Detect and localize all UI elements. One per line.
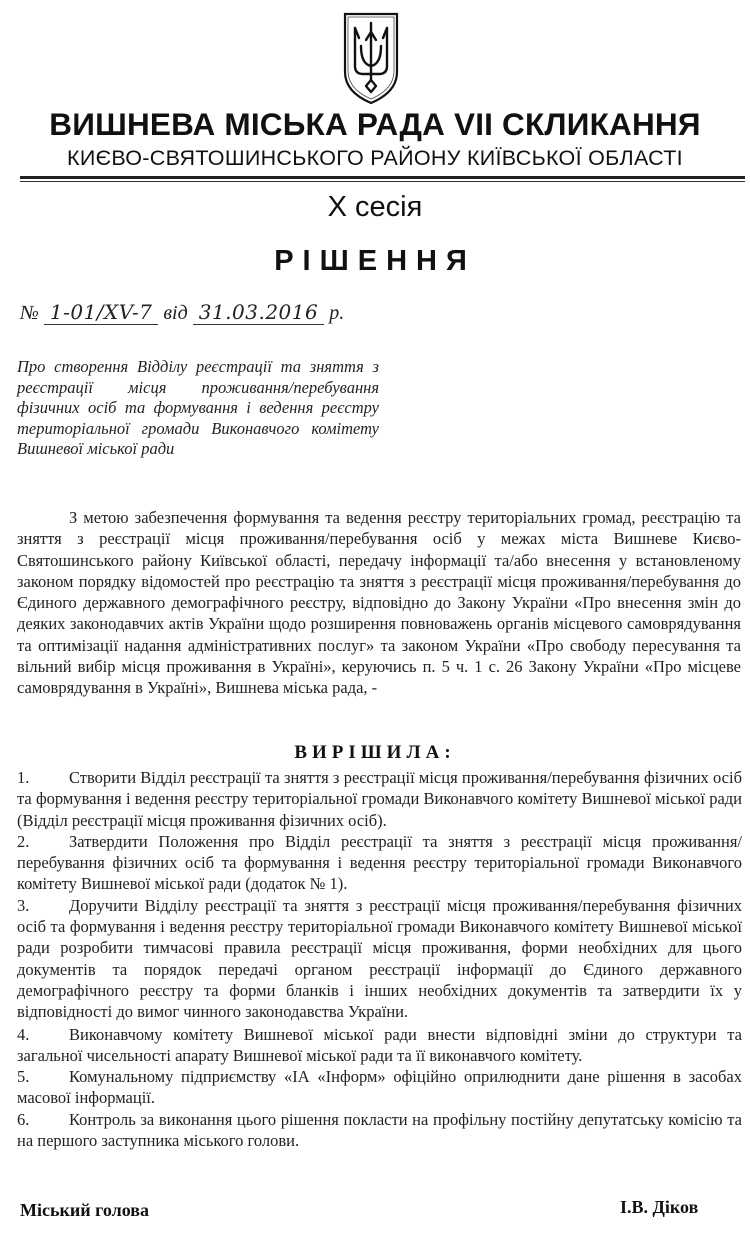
item-text: Затвердити Положення про Відділ реєстрації та зняття з реєстрації місця проживання/перебування фізичних осіб та формування і ведення реєстру територіальної громади Виконавчого комітету Вишневої міської ради (додаток № 1). [17,831,742,894]
decision-number: 1-01/ХV-7 [44,300,159,325]
number-label: № [20,302,39,324]
preamble-paragraph: З метою забезпечення формування та ведення реєстру територіальних громад, реєстрацію та зняття з реєстрації місця проживання/перебування осіб у межах міста Вишневе Києво-Святошинського району Київської області, передачу інформації та/або внесення у встановленому законом порядку відомостей про реєстрацію та зняття з реєстрації місця проживання/перебування до Єдиного державного демографічного реєстру, відповідно до Закону України «Про внесення змін до деяких законодавчих актів України щодо розширення повноважень органів місцевого самоврядування та оптимізації надання адміністративних послуг» та законом України «Про свободу пересування та вільний вибір місця проживання в Україні», керуючись п. 5 ч. 1 с. 26 Закону України «Про місцеве самоврядування в Україні», Вишнева міська рада, - [17,508,741,698]
item-number: 1. [17,768,30,787]
resolution-item [17,1109,742,1152]
resolution-item [17,1024,742,1067]
item-number: 5. [17,1067,30,1087]
resolution-item [17,767,742,831]
decision-date: 31.03.2016 [193,300,325,325]
header-divider-thick [20,176,745,179]
decision-number-line [20,300,344,325]
session-title: Х сесія [327,191,423,223]
item-text: Створити Відділ реєстрації та зняття з реєстрації місця проживання/перебування фізичних осіб та формування і ведення реєстру територіальної громади Виконавчого комітету Вишневої міської ради (Відділ реєстрації місця проживання фізичних осіб). [17,768,742,830]
item-number: 3. [17,895,30,915]
item-number: 2. [17,831,30,851]
item-text: Комунальному підприємству «ІА «Інформ» офіційно оприлюднити дане рішення в засобах масової інформації. [17,1067,742,1108]
date-label: від [163,302,188,324]
resolution-item [17,1066,742,1109]
council-title: ВИШНЕВА МІСЬКА РАДА VII СКЛИКАННЯ [49,106,701,142]
item-text: Доручити Відділу реєстрації та зняття з реєстрації місця проживання/перебування фізичних осіб та формування і ведення реєстру територіальної громади Виконавчого комітету Вишневої міської ради розробити тимчасові правила реєстрації місця проживання, форми необхідних для цього документів та порядок передачі органом реєстрації інформації до Єдиного державного демографічного реєстру та форми бланків і інших необхідних документів та затвердити їх у відповідності до вимог чинного законодавства України. [17,895,742,1022]
council-subtitle: КИЄВО-СВЯТОШИНСЬКОГО РАЙОНУ КИЇВСЬКОЇ ОБЛАСТІ [67,146,683,170]
item-text: Контроль за виконання цього рішення покласти на профільну постійну депутатську комісію та на першого заступника міського голови. [17,1109,742,1151]
signatory-name: І.В. Діков [620,1197,699,1217]
trident-coat-of-arms-icon [339,10,403,106]
decision-subject: Про створення Відділу реєстрації та зняття з реєстрації місця проживання/перебування фізичних осіб та формування і ведення реєстру територіальної громади Виконавчого комітету Вишневої міської ради [17,357,379,458]
item-text: Виконавчому комітету Вишневої міської ради внести відповідні зміни до структури та загальної чисельності апарату Вишневої міської ради та її виконавчого комітету. [17,1024,742,1065]
resolution-item [17,895,742,1023]
decision-heading: РІШЕННЯ [274,245,476,277]
header-divider-thin [20,181,745,182]
year-suffix: р. [329,302,345,324]
item-number: 6. [17,1109,30,1129]
resolution-items [17,767,742,1151]
resolution-item [17,831,742,895]
item-number: 4. [17,1024,30,1044]
signatory-title: Міський голова [20,1200,149,1220]
resolved-heading: ВИРІШИЛА: [294,742,456,763]
